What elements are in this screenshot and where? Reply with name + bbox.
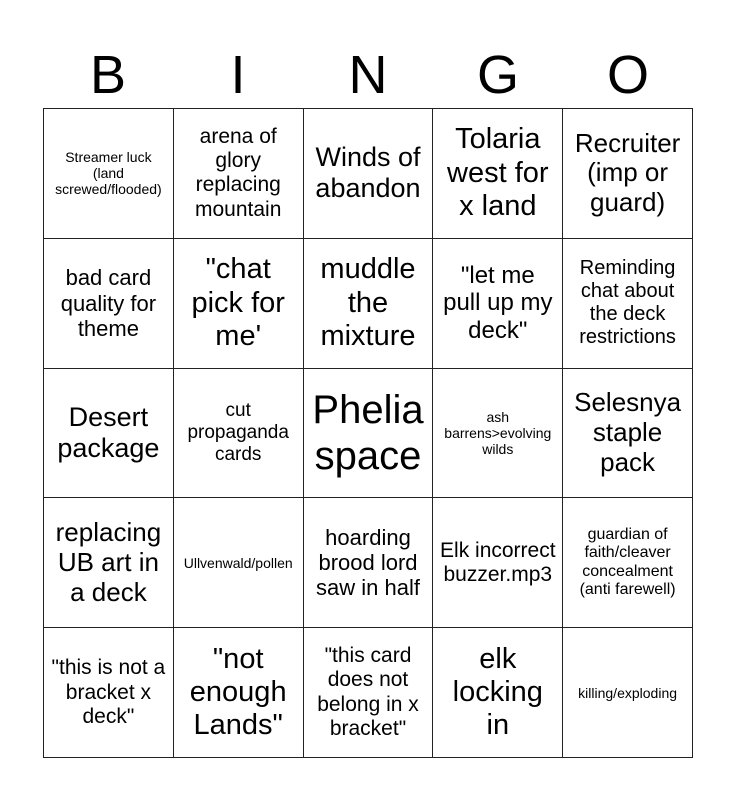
cell-text: "let me pull up my deck" [443,261,553,344]
bingo-cell[interactable] [563,369,693,499]
bingo-cell[interactable] [433,628,563,758]
header-letter-o: O [606,45,649,105]
bingo-cell[interactable] [174,628,304,758]
cell-text: Ullvenwald/pollen [183,554,293,571]
cell-text: bad card quality for theme [60,265,157,341]
bingo-cell[interactable] [563,498,693,628]
bingo-cell[interactable] [304,498,434,628]
bingo-cell[interactable] [44,239,174,369]
cell-text: Phelia space [312,387,424,478]
cell-text: "this card does not belong in x bracket" [317,644,419,740]
bingo-cell[interactable] [44,498,174,628]
header-letter-b: B [89,45,127,105]
cell-text: Streamer luck (land screwed/flooded) [55,149,162,198]
bingo-cell[interactable] [174,498,304,628]
cell-text: "not enough Lands" [189,642,287,742]
cell-text: muddle the mixture [320,253,416,352]
bingo-cell[interactable] [304,628,434,758]
bingo-cell[interactable] [174,239,304,369]
cell-text: "chat pick for me' [191,253,285,352]
cell-text: Selesnya staple pack [574,387,682,477]
bingo-cell[interactable] [563,109,693,239]
cell-text: Elk incorrect buzzer.mp3 [440,538,556,586]
bingo-cell[interactable] [433,369,563,499]
bingo-cell[interactable] [563,239,693,369]
cell-text: Tolaria west for x land [447,123,549,223]
cell-text: hoarding brood lord saw in half [316,524,420,601]
bingo-cell[interactable] [304,109,434,239]
cell-text: "this is not a bracket x deck" [51,656,166,728]
cell-text: elk locking in [452,642,543,742]
bingo-grid [43,108,693,758]
bingo-cell[interactable] [304,369,434,499]
bingo-cell[interactable] [563,628,693,758]
bingo-cell[interactable] [433,109,563,239]
bingo-cell[interactable] [433,239,563,369]
cell-text: arena of glory replacing mountain [195,125,282,221]
bingo-cell[interactable] [433,498,563,628]
bingo-cell[interactable] [44,109,174,239]
bingo-cell[interactable] [174,369,304,499]
header-letter-n: N [348,45,388,105]
header-letter-g: G [476,45,519,105]
cell-text: ash barrens>evolving wilds [444,408,552,458]
bingo-cell[interactable] [174,109,304,239]
cell-text: killing/exploding [578,684,678,701]
bingo-cell[interactable] [44,628,174,758]
header-letter-i: I [230,45,246,105]
bingo-header [43,42,693,108]
cell-text: Winds of abandon [315,142,421,204]
cell-text: guardian of faith/cleaver concealment (anti farewell) [579,526,676,599]
cell-text: cut propaganda cards [187,400,289,465]
bingo-cell[interactable] [304,239,434,369]
cell-text: Recruiter (imp or guard) [574,127,681,218]
bingo-cell[interactable] [44,369,174,499]
cell-text: Desert package [57,401,160,463]
cell-text: Reminding chat about the deck restrictions [579,257,676,349]
cell-text: replacing UB art in a deck [55,516,162,607]
